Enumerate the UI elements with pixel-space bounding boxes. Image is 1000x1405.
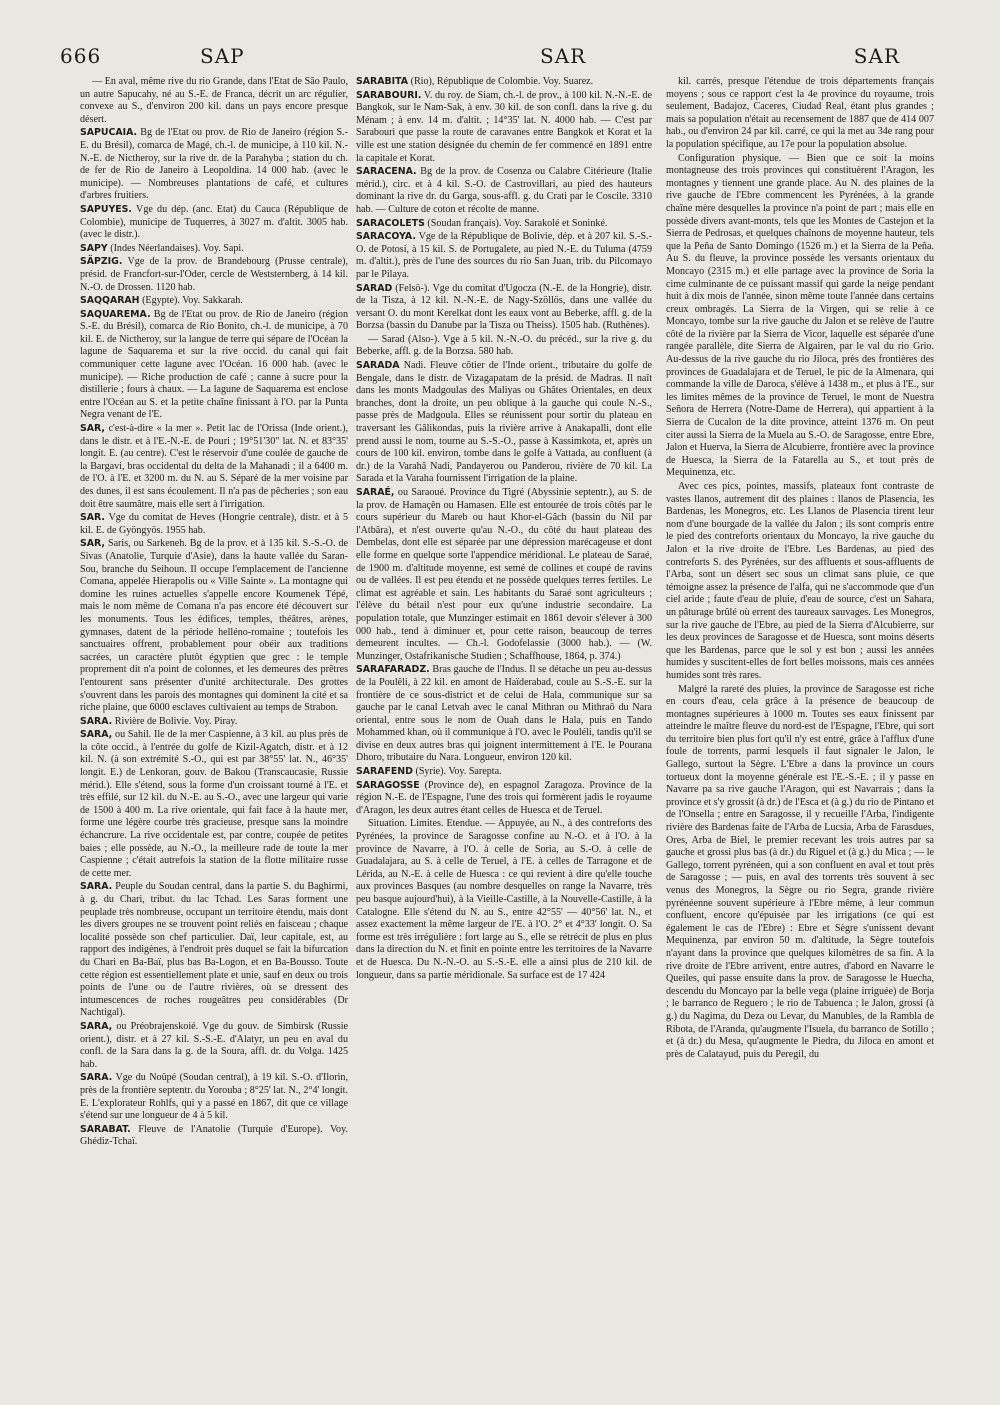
entry-body: (Syrie). Voy. Sarepta. bbox=[415, 766, 502, 778]
entry-headword: SAPUYES. bbox=[80, 203, 132, 215]
entry bbox=[80, 256, 348, 294]
entry-body: Rivière de Bolivie. Voy. Piray. bbox=[114, 715, 238, 727]
entry-headword: SARABITA bbox=[356, 76, 409, 87]
entry bbox=[356, 818, 652, 982]
entry-body: (Province de), en espagnol Zaragoza. Province de la région N.-E. de l'Espagne, l'une des trois qui formèrent jadis le royaume d'Aragon, les deux autres étant celles de Huesca et de Teruel. bbox=[356, 779, 652, 816]
entry-body: Vge du comitat de Heves (Hongrie centrale), distr. et à 5 kil. E. de Gyöngyös. 1955 hab. bbox=[80, 512, 348, 536]
entry bbox=[80, 127, 348, 203]
entry-body: ou Saraoué. Province du Tigré (Abyssinie septentr.), au S. de la prov. de Hamaçên ou Hamasen. Elle est entourée de trois côtés par le cours supérieur du Mareb ou haut Khor-el-Gâch (bassin du Nil par l'Atbâra), et n'est ouverte qu'au N.-O., du côté du haut plateau des Dembelas, dont elle est séparée par une dépression marécageuse et dont elle forme en quelque sorte l'appendice méridional. Le plateau de Saraé, de 1900 m. d'altitude moyenne, est semé de collines et coupé de ravins ou de vallées. Il est peu étendu et ne possède quelques terres fertiles. Le climat est agréable et sain. Les habitants du Saraé sont agriculteurs ; l'élève du bétail n'est pour eux qu'une industrie secondaire. La population totale, que Munzinger estimait en 1861 devoir s'élever à 300 000 hab., tend à diminuer et, pour cette raison, beaucoup de terres demeurent incultes. — Ch.-l. Godofelassie (3000 hab.). — (W. Munzinger, Ostafrikanische Studien ; Schaffhouse, 1864, p. 374.) bbox=[356, 487, 652, 662]
entry-body: Bg de l'Etat ou prov. de Rio de Janeiro (région S.-E. du Brésil), comarca de Rio Bonito, ch.-l. de municipe, à 70 kil. E. de Nictheroy, sur la langue de terre qui sépare de l'Océan la lagune de Saquarema et sur la rive occid. du canal qui fait communiquer cette lagune avec l'Océan. 16 000 hab. (avec le municipe). — Riche production de café ; canne à sucre pour la distillerie ; fours à chaux. — La lagune de Saquarema est enclose entre l'Océan au S. et la petite chaîne finissant à l'O. par la Punta Negra venant de l'E. bbox=[80, 308, 348, 421]
entry-body: — Sarad (Also-). Vge à 5 kil. N.-N.-O. du précéd., sur la rive g. du Beberke, affl. g. de la Borzsa. 580 hab. bbox=[356, 333, 652, 358]
entry-body: Vge de la République de Bolivie, dép. et à 207 kil. S.-S.-O. de Potosi, à 15 kil. S. de Portugalete, au pied N.-E. du Tuluma (4759 m. d'altit.), près de l'une des sources du rio San Juan, trib. du Pilcomayo par le Pilaya. bbox=[356, 231, 652, 280]
entry-headword: SAQUAREMA. bbox=[80, 308, 151, 320]
entry-body: ou Sahil. Ile de la mer Caspienne, à 3 kil. au plus près de la côte occid., à l'entrée du golfe de Kizil-Agatch, distr. et à 12 kil. N. (à son extrémité S.-O., qui est par 38°55' lat. N., 46°35' longit. E.) de Lenkoran, gouv. de Bakou (Transcaucasie, Russie mérid.). Elle s'étend, sous la forme d'un croissant tourné à l'E. et très effilé, sur 12 kil. du N.-E. au S.-O., avec une largeur qui varie de 1500 à 400 m. La rive orientale, qui fait face à la haute mer, forme une légère courbe très gracieuse, presque sans la moindre échancrure. La rive occidentale est, par contre, coupée de petites baies ; elle possède, au N.-O., la meilleure rade de toute la mer Caspienne ; c'était autrefois la station de la flotte militaire russe de cette mer. bbox=[80, 729, 348, 879]
entry bbox=[356, 90, 652, 166]
entry-headword: SARA, bbox=[80, 729, 113, 741]
entry bbox=[356, 218, 652, 231]
entry-headword: SAR, bbox=[80, 538, 105, 550]
entry-body: V. du roy. de Siam, ch.-l. de prov., à 100 kil. N.-N.-E. de Bangkok, sur le Nam-Sak, à env. 30 kil. de son confl. dans la rive g. du Ménam ; à env. 14 m. d'altit. ; 14°35' lat. N. 4000 hab. — C'est par Sarabouri que passe la route de caravanes entre Bangkok et Korat et la ville est une station désignée du chemin de fer commencé en 1891 entre la capitale et Korat. bbox=[356, 89, 652, 164]
entry-headword: SAR. bbox=[80, 512, 105, 524]
entry-body: Vge de la prov. de Brandebourg (Prusse centrale), présid. de Francfort-sur-l'Oder, cercle de Weststernberg, à 14 kil. N.-O. de Drossen. 1120 hab. bbox=[80, 256, 348, 293]
entry bbox=[80, 295, 348, 308]
entry bbox=[356, 487, 652, 663]
column-3 bbox=[666, 76, 934, 1376]
entry-headword: SARAFARADZ. bbox=[356, 664, 430, 676]
entry-body: c'est-à-dire « la mer ». Petit lac de l'Orissa (Inde orient.), dans le distr. et à l'E.-N.-E. de Pouri ; 19°51'30" lat. N. et 83°35' longit. E. (au centre). C'est le réservoir d'une coulée de gauche de la Bargavi, bras occidental du delta de la Mahanadi ; il a 6400 m. de l'O. à l'E. et 3200 m. du N. au S. Séparé de la mer voisine par des dunes, il est sans écoulement. Il n'a pas de pêcheries ; son eau doit être saumâtre, mais elle sert à l'irrigation. bbox=[80, 423, 348, 510]
entry-body: Bg de l'Etat ou prov. de Rio de Janeiro (région S.-E. du Brésil), comarca de Magé, ch.-l. de municipe, à 110 kil. N.-N.-E. de Nictheroy, sur la rive dr. de la Parahyba ; station du ch. de fer de Rio de Janeiro à Leopoldina. 14 000 hab. (avec le municipe). — Nombreuses plantations de café, et cultures d'arbres fruitiers. bbox=[80, 127, 348, 202]
entry-body: kil. carrés, presque l'étendue de trois départements français moyens ; sous ce rapport c'est la 4e province du royaume, trois seulement, Badajoz, Caceres, Ciudad Real, étant plus grandes ; mais sa population n'était au recensement de 1887 que de 414 007 hab., ou d'environ 24 par kil. carré, ce qui la met au 34e rang pour la population spécifique, au 17e pour la population absolue. bbox=[666, 76, 934, 150]
entry-headword: SÄPZIG. bbox=[80, 256, 123, 268]
entry-headword: SARACENA. bbox=[356, 166, 417, 178]
entry-headword: SARABAT. bbox=[80, 1123, 131, 1135]
entry bbox=[80, 512, 348, 537]
page-header bbox=[60, 44, 940, 74]
entry bbox=[356, 780, 652, 818]
entry-headword: SARA. bbox=[80, 881, 113, 893]
entry-body: Bras gauche de l'Indus. Il se détache un peu au-dessus de la Poulêli, à 22 kil. en amont de Haïderabad, coule au S.-S.-E. sur la frontière de ce sous-district et de celui de Hala, communique sur sa gauche par le canal Letvah avec le canal Mithran ou Mithraô du Nara oriental, entre sous le nom de Ouah dans le Hala, puis en Tando Mohammed khan, où il communique à l'O. avec le Pouléli, tandis qu'il se divise en deux autres bras qui joignent intermittement à l'E. le Pourana Dhoro, tributaire du Nara. Longueur, environ 120 kil. bbox=[356, 664, 652, 764]
entry-headword: SARA. bbox=[80, 1072, 113, 1084]
entry-headword: SARAFEND bbox=[356, 766, 413, 778]
entry-body: (Felsö-). Vge du comitat d'Ugocza (N.-E. de la Hongrie), distr. de la Tisza, à 12 kil. N.-N.-E. de Nagy-Szöllös, dans une vallée du versant O. du mont Kerelkat dont les eaux vont au Beberke, affl. g. de la Borzsa (bassin du Danube par la Tisza ou Theiss). 1505 hab. (Ruthènes). bbox=[356, 282, 652, 332]
entry-body: Fleuve de l'Anatolie (Turquie d'Europe). Voy. Ghédiz-Tchaï. bbox=[80, 1123, 348, 1148]
entry-body: Avec ces pics, pointes, massifs, plateaux font contraste de vastes llanos, autrement dit des plaines : llanos de Plasencia, les Bardenas, les Monegros, etc. Les Llanos de Plasencia tirent leur nom d'une bourgade de la vallée du Jalon ; ils sont compris entre le pied des contreforts orientaux du Moncayo, la rive gauche du Jalon et la rive droite de l'Ebre. Les Bardenas, au pied des contreforts S. des Pyrénées, sur des affluents et sous-affluents de l'Arba, sont un désert sec sous un climat sans pluie, ce que témoigne assez la présence de l'alfa, qui ne s'accommode que d'un ciel aride ; faute d'eau de pluie, d'eau de source, c'est un Sahara, un pâturage brûlé où errent des taureaux sauvages. Les Monegros, sur la rive gauche de l'Ebre, au pied de la Sierra d'Alcubierre, sur les deux provinces de Saragosse et de Huesca, sont moins déserts que les Bardenas, parce que le sol y est bon ; aussi les années humides y suscitent-elles de fort belles moissons, mais ces années humides sont très rares. bbox=[666, 481, 934, 681]
entry-headword: SAR, bbox=[80, 423, 105, 435]
entry-headword: SARACOLETS bbox=[356, 217, 425, 229]
entry bbox=[356, 334, 652, 359]
entry-headword: SARADA bbox=[356, 360, 400, 372]
entry-body: — En aval, même rive du rio Grande, dans l'Etat de São Paulo, un autre Sapucahy, né au S.-E. de Franca, décrit un arc régulier, convexe au S., d'environ 200 kil. dans un pays encore presque désert. bbox=[80, 76, 348, 125]
entry bbox=[356, 76, 652, 89]
entry bbox=[356, 166, 652, 216]
entry-body: (Indes Néerlandaises). Voy. Sapi. bbox=[110, 242, 244, 254]
entry bbox=[356, 231, 652, 281]
column-1 bbox=[80, 76, 348, 1376]
entry-headword: SARAÉ, bbox=[356, 487, 395, 498]
guide-word-center: SAR bbox=[540, 44, 587, 68]
column-2 bbox=[356, 76, 652, 1376]
entry-body: ou Préobrajenskoié. Vge du gouv. de Simbirsk (Russie orient.), distr. et à 27 kil. S.-S.-E. d'Alatyr, un peu en aval du confl. de la Sara dans la g. de la Soura, affl. dr. du Volga. 1425 hab. bbox=[80, 1020, 348, 1070]
entry bbox=[80, 423, 348, 511]
entry-body: Bg de la prov. de Cosenza ou Calabre Citérieure (Italie mérid.), circ. et à 4 kil. S.-O. de Castrovillari, au pied des hauteurs dominant la rive dr. du Garga, sous-affl. g. du Crati par le Coscile. 3310 hab. — Culture de coton et récolte de manne. bbox=[356, 166, 652, 215]
entry bbox=[356, 664, 652, 765]
entry-body: Vge du Noûpé (Soudan central), à 19 kil. S.-O. d'Ilorin, près de la frontière septentr. du Yorouba ; 8°25' lat. N., 2°4' longit. E. L'explorateur Rohlfs, qui y a passé en 1867, dit que ce village s'étend sur une longueur de 4 à 5 kil. bbox=[80, 1072, 348, 1122]
entry bbox=[80, 1072, 348, 1122]
guide-word-left: SAP bbox=[200, 44, 245, 68]
entry-headword: SAQQARAH bbox=[80, 295, 140, 307]
entry bbox=[356, 360, 652, 486]
entry-body: Malgré la rareté des pluies, la province de Saragosse est riche en cours d'eau, cela grâce à la présence de beaucoup de montagnes supérieures à 1000 m. Toutes ses eaux finissent par atteindre le maître fleuve du nord-est de l'Espagne, l'Ebre, qui sort du territoire bien plus fort qu'il n'y est entré, grâce à l'afflux d'une foule de torrents, parmi lesquels il faut signaler le Jalon, le Gallego, surtout la Sègre. L'Ebre a dans la province un cours tortueux dont la moyenne générale est l'E.-S.-E. ; il y passe en Navarre pa sa rive gauche l'Aragon, qui est Navarrais ; dans la province et s'y grossit (à dr.) de l'Esca et (à g.) du rio de Pintano et de l'Onsella ; entre en Saragosse, il y recueille l'Arba, l'indigente rivière des Bardenas faite de l'Arba de Lucsia, Arba de Farasdues, Ores, Arba de Biel, le premier recevant les trois autres par sa gauche et grossi plus bas (à dr.) du Riguel et (à g.) du Mica ; — le Gallego, torrent pyrénéen, qui a son confluent en aval et tout près de Saragosse ; — puis, en aval des torrents très souvent à sec venus des Monegros, la Sègre ou rio Segra, grande rivière pyrénéenne souvent supérieure à l'Ebre même, à leur commun confluent, encore qu'épuisée par les irrigations (ce qui est également le cas de l'Ebre) : Ebre et Sègre s'unissent devant Mequinenza, par environ 50 m. d'altitude, la Sègre toutefois n'ayant dans la province que quelques kilomètres de sa fin. A la rive droite de l'Ebre arrivent, entre autres, d'abord en Navarre le Queiles, qui passe ensuite dans la prov. de Saragosse le Huecha, descendu du Moncayo par la belle vega (plaine irriguée) de Borja ; le barranco de Reguero ; le rio de Tabuenca ; le Jalon, grossi (à g.) du Nagima, du Deza ou Levar, du Manubles, de la Rambla de Ribota, de l'Aranda, qu'augmente l'Isuela, du barranco de Sotillo ; et (à dr.) du Mesa, qu'augmente le Piedra, du Jiloca en amont et près de Calatayud, puis du Peregil, du bbox=[666, 683, 934, 1060]
entry bbox=[80, 716, 348, 729]
entry-headword: SARAD bbox=[356, 282, 393, 294]
entry bbox=[666, 481, 934, 683]
entry bbox=[80, 729, 348, 880]
entry bbox=[666, 684, 934, 1062]
entry-body: (Rio), République de Colombie. Voy. Suarez. bbox=[410, 76, 594, 87]
guide-word-right: SAR bbox=[853, 44, 900, 68]
entry bbox=[666, 153, 934, 480]
entry bbox=[80, 1021, 348, 1071]
entry bbox=[80, 881, 348, 1020]
entry bbox=[356, 283, 652, 333]
entry-body: Configuration physique. — Bien que ce soit la moins montagneuse des trois provinces qui constituèrent l'Aragon, les montagnes y tiennent une grande place. Au N. des plaines de la rive gauche de l'Ebre commencent les Pyrénées, à la grande chaîne mère desquelles la province n'a point de part ; mais elle en possède divers avant-monts, tels que les Montes de Castejon et la Sierra de Pedrosas, et quelques chaînons de moyenne hauteur, tels que la Peña de Santo Domingo (1526 m.) et la Sierra de la Peña. Au S. du fleuve, la province possède les versants orientaux du Moncayo (2315 m.) et elle partage avec la province de Soria la cime culminante de ce puissant massif qui garde la neige pendant huit à dix mois de l'année, sinon même toute l'année dans certains creux ombragés. La Sierra de la Virgen, qui se relie à ce Moncayo, tombe sur la rive gauche du Jalon et se relève de l'autre côté de la rivière par la Sierra de Vicor, laquelle est séparée d'une rangée parallèle, dite Sierra de Algairen, par le val du rio Grio. Au-dessus de la rive gauche du rio Jiloca, près des frontières des provinces de Guadalajara et de Teruel, le pic de la Almenara, qui commande la ville de Daroca, s'élève à 1438 m., et plus à l'E., sur les limites mêmes de la province de Teruel, le mont de Nuestra Señora de Herrera (Notre-Dame de Herrera), qui appartient à la Sierra de Cucalon de la dite province, atteint 1376 m. On peut citer aussi la Sierra de la Muela au S.-O. de Saragosse, entre Ebre, Jalon et Huerva, la Sierra de Alcubierre, frontière avec la province de Huesca, la Sierra de la Fatarella au S., et tout près de Mequinenza, etc. bbox=[666, 152, 934, 479]
entry-body: Vge du dép. (anc. Etat) du Cauca (République de Colombie), municipe de Tuquerres, à 3027 m. d'altit. 3005 hab. (avec le distr.). bbox=[80, 203, 348, 241]
entry bbox=[80, 538, 348, 714]
entry-headword: SARACOYA. bbox=[356, 231, 416, 243]
entry-body: (Soudan français). Voy. Sarakolé et Soninké. bbox=[427, 217, 608, 229]
entry-headword: SAPY bbox=[80, 242, 108, 254]
entry bbox=[80, 309, 348, 422]
entry-headword: SARA, bbox=[80, 1020, 113, 1032]
entry-headword: SARAGOSSE bbox=[356, 779, 420, 791]
entry bbox=[356, 766, 652, 779]
page-number: 666 bbox=[60, 44, 102, 68]
entry-body: Nadi. Fleuve côtier de l'Inde orient., tributaire du golfe de Bengale, dans le distr. de Vizagapatam de la présid. de Madras. Il naît dans les monts Madgoulas des Maliyas ou Ghâtes Orientales, en deux branches, dont la droite, un peu oblique à la gauche qui coule N.-S., passe près de Madgoula. Elles se réunissent pour sortir du plateau en traversant les Gâlikondas, puis la rivière arrive à Anakapalli, dont elle prend aussi le nom, tourne au S.-S.-O., passe à Kassimkota, et, après un cours de 100 kil. environ, tombe dans le golfe à Vattada, au confluent (à dr.) de la Varahâ Nadi, Pandayerou ou Panderou, rivière de 70 kil. La Sarada et la Varaha fournissent l'irrigation de la plaine. bbox=[356, 360, 652, 485]
entry-headword: SARA. bbox=[80, 715, 113, 727]
entry-body: Saris, ou Sarkeneh. Bg de la prov. et à 135 kil. S.-S.-O. de Sivas (Anatolie, Turquie d'Asie), dans la haute vallée du Saran-Sou, branche du Seihoun. Il occupe l'emplacement de l'ancienne Comana, appelée Hierapolis ou « Ville Sainte ». La montagne qui domine les ruines actuelles s'appelle encore Koumenek Tépé, mais le nom même de Comana n'a pas encore été découvert sur les monuments. Tous les édifices, temples, théâtres, arènes, gymnases, datent de la période helléno-romaine ; toutefois les sanctuaires offrent, probablement pour obéir aux traditions sacrées, un caractère plutôt égyptien que grec : le temple proprement dit n'a point de colonnes, et les demeures des prêtres l'entourent sans présenter d'unité architecturale. Des grottes s'ouvrent dans les parois des montagnes qui dominent la cité et sa riche plaine, que 6000 esclaves cultivaient au temps de Strabon. bbox=[80, 538, 348, 714]
entry-headword: SARABOURI. bbox=[356, 89, 422, 101]
entry bbox=[80, 204, 348, 242]
entry-headword: SAPUCAIA. bbox=[80, 127, 138, 139]
entry-body: Peuple du Soudan central, dans la partie S. du Baghirmi, à g. du Chari, tribut. du lac Tchad. Les Saras forment une peuplade très nombreuse, occupant un territoire étendu, mais dont les divers groupes ne se trouvent point reliés en faisceau ; chaque localité possède son chef particulier. Daï, leur capitale, est, au rapport des indigènes, à l'endroit près duquel se fait la bifurcation du Chari en Ba-Baï, plus bas Ba-Logon, et en Ba-Bousso. Toute cette région est essentiellement plate et unie, sauf en deux ou trois points de l'une ou de l'autre rivières, où se dressent des intumescences de roches rougeâtres peu considérables (Dr Nachtigal). bbox=[80, 881, 348, 1019]
entry bbox=[80, 243, 348, 256]
entry bbox=[80, 76, 348, 126]
entry bbox=[666, 76, 934, 152]
entry-body: (Egypte). Voy. Sakkarah. bbox=[142, 295, 243, 307]
entry-body: Situation. Limites. Etendue. — Appuyée, au N., à des contreforts des Pyrénées, la province de Saragosse confine au N.-O. et à l'O. à la province de Navarre, à l'O. à celle de Soria, au S.-O. à celle de Guadalajara, au S. à celle de Teruel, à l'E. à celles de Tarragone et de Lérida, au N.-E. à celle de Huesca : ce qui revient à dire qu'elle touche aux provinces Basques (au nombre desquelles on range la Navarre, très peu basque aujourd'hui), à la Vieille-Castille, à la Nouvelle-Castille, à la Catalogne. Elle s'étend du N. au S., entre 42°55' — 40°56' lat. N., et assez exactement la même largeur de l'E. à l'O. 2° et 4°33' longit. O. Sa forme est très irrégulière : fort large au S., elle se rétrécit de plus en plus dans la direction du N. et finit en pointe entre les territoires de la Navarre et de Huesca. Du N.-N.-O. au S.-S.-E. elle a ainsi plus de 210 kil. de longueur, dans sa partie méridionale. Sa surface est de 17 424 bbox=[356, 818, 652, 981]
entry bbox=[80, 1124, 348, 1149]
